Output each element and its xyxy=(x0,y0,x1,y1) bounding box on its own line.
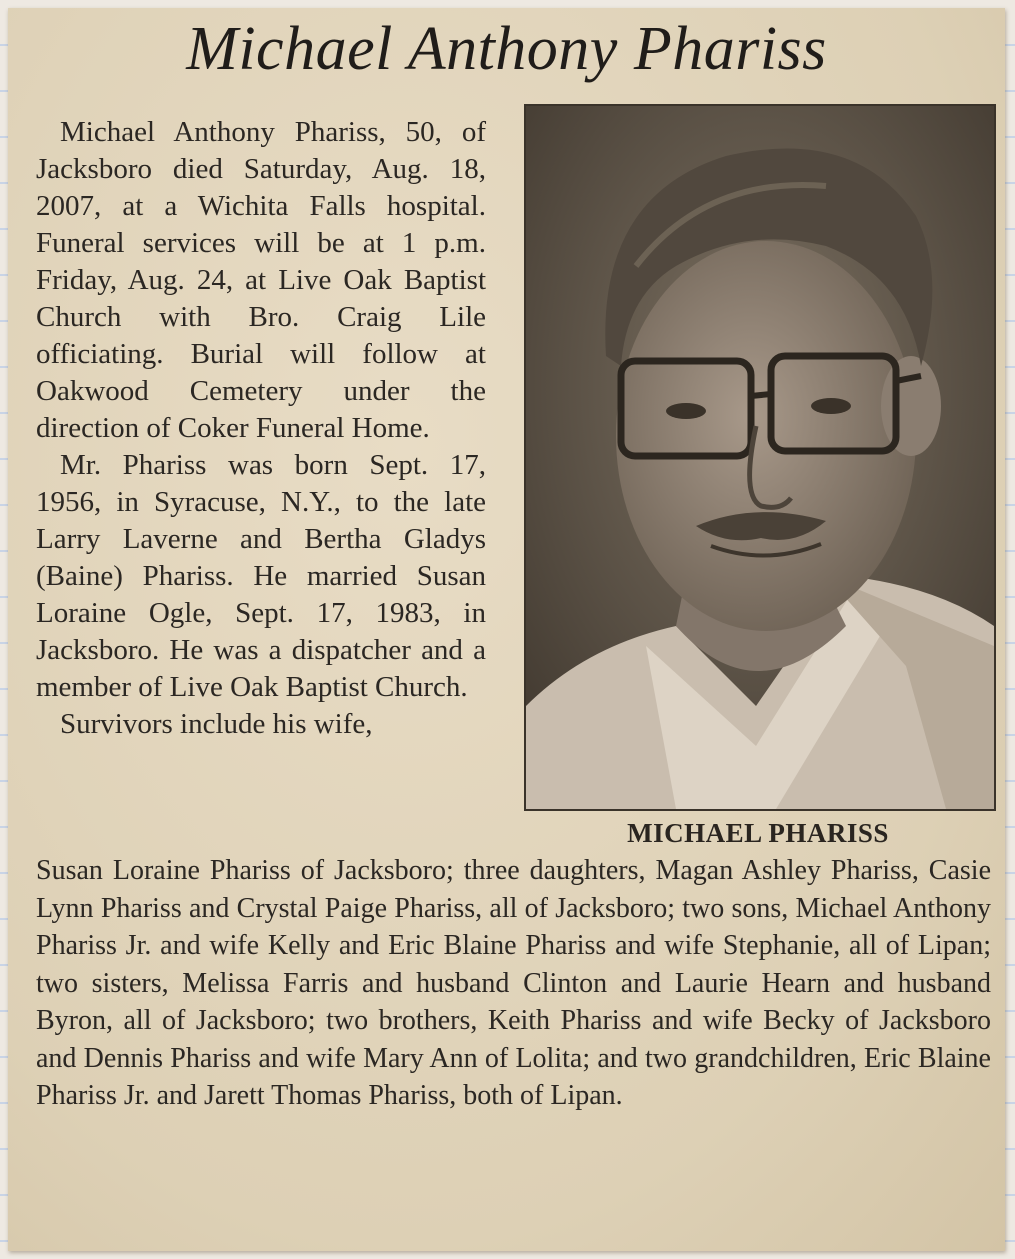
portrait-image xyxy=(526,106,994,809)
obituary-paragraph-death-and-services: Michael Anthony Phariss, 50, of Jacksboro died Saturday, Aug. 18, 2007, at a Wichita Falls hospital. Funeral services will be at 1 p.m. Friday, Aug. 24, at Live Oak Baptist Church with Bro. Craig Lile officiating. Burial will follow at Oakwood Cemetery under the direction of Coker Funeral Home. xyxy=(36,116,486,444)
obituary-headline: Michael Anthony Phariss xyxy=(186,15,827,83)
photo-caption: MICHAEL PHARISS xyxy=(627,818,889,848)
obituary-paragraph-survivors-start: Survivors include his wife, xyxy=(60,708,373,740)
obituary-paragraph-biography: Mr. Phariss was born Sept. 17, 1956, in Syracuse, N.Y., to the late Larry Laverne and Bertha Gladys (Baine) Phariss. He married Susan Loraine Ogle, Sept. 17, 1983, in Jacksboro. He was a dispatcher and a member of Live Oak Baptist Church. xyxy=(36,449,486,703)
obituary-paragraph-survivors: Susan Loraine Phariss of Jacksboro; three daughters, Magan Ashley Phariss, Casie Lynn Phariss and Crystal Paige Phariss, all of Jacksboro; two sons, Michael Anthony Phariss Jr. and wife Kelly and Eric Blaine Phariss and wife Stephanie, all of Lipan; two sisters, Melissa Farris and husband Clinton and Laurie Hearn and husband Byron, all of Jacksboro; two brothers, Keith Phariss and wife Becky of Jacksboro and Dennis Phariss and wife Mary Ann of Lolita; and two grandchildren, Eric Blaine Phariss Jr. and Jarett Thomas Phariss, both of Lipan. xyxy=(36,855,991,1111)
obituary-full-width-column xyxy=(36,852,991,1115)
newspaper-clipping xyxy=(8,8,1005,1251)
portrait-photo xyxy=(524,104,996,811)
obituary-left-column xyxy=(36,114,486,743)
